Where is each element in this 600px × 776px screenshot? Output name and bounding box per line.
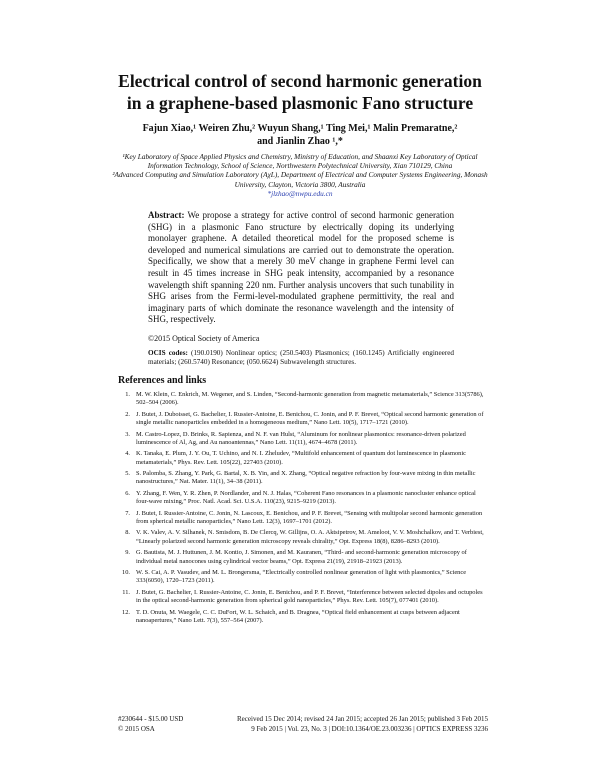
reference-item [118, 411, 488, 428]
reference-number: 5. [125, 470, 130, 478]
title-line-1: Electrical control of second harmonic generation [118, 71, 482, 91]
footer-price: #230644 - $15.00 USD [118, 715, 184, 723]
reference-item [118, 490, 488, 507]
reference-text: M. W. Klein, C. Enkrich, M. Wegener, and S. Linden, “Second-harmonic generation from magnetic metamaterials,” Science 313(5786), 502–504 (2006). [136, 391, 484, 407]
reference-item [118, 549, 488, 566]
affiliation-2: ²Advanced Computing and Simulation Laboratory (AχL), Department of Electrical and Computer Systems Engineering, Monash University, Clayton, Victoria 3800, Australia [112, 170, 488, 189]
reference-number: 1. [125, 391, 130, 398]
footer-left [118, 714, 183, 734]
affiliations [110, 152, 490, 198]
footer-right [200, 714, 488, 734]
authors-line-2: and Jianlin Zhao ¹,* [257, 136, 343, 147]
reference-number: 11. [122, 588, 130, 596]
reference-number: 2. [125, 410, 130, 418]
author-list [90, 122, 510, 148]
reference-text: M. Castro-Lopez, D. Brinks, R. Sapienza, and N. F. van Hulst, “Aluminum for nonlinear plasmonics: resonance-driven polarized luminescence of Al, Ag, and Au nanoantennas,” Nano Lett. 11(11), 4674–4678 (2011). [136, 430, 466, 446]
title-line-2: in a graphene-based plasmonic Fano structure [126, 93, 474, 113]
affiliation-1: ¹Key Laboratory of Space Applied Physics and Chemistry, Ministry of Education, and Shaanxi Key Laboratory of Optical Information Technology, School of Science, Northwestern Polytechnical University, Xian 710129, China [122, 152, 478, 171]
reference-number: 6. [125, 489, 130, 497]
reference-item [118, 510, 488, 527]
authors-line-1: Fajun Xiao,¹ Weiren Zhu,² Wuyun Shang,¹ Ting Mei,¹ Malin Premaratne,² [142, 123, 458, 134]
abstract-text: We propose a strategy for active control of second harmonic generation (SHG) in a plasmonic Fano structure by electrically doping its underlying monolayer graphene. A detailed theoretical model for the proposed scheme is developed and numerical simulations are carried out to demonstrate the operation. Specifically, we show that a merely 30 meV change in graphene Fermi level can result in 45 times increase in SHG peak intensity, accompanied by a resonance wavelength shift spanning 220 nm. Further analysis uncovers that such tunability in SHG arises from the Fermi-level-modulated graphene permittivity, the real and imaginary parts of which dominate the resonance wavelength and the intensity of SHG, respectively. [148, 210, 454, 325]
reference-item [118, 391, 488, 408]
reference-number: 9. [125, 549, 130, 557]
paper-title [60, 70, 540, 114]
footer-journal-info: 9 Feb 2015 | Vol. 23, No. 3 | DOI:10.1364/OE.23.003236 | OPTICS EXPRESS 3236 [251, 725, 488, 733]
footer-dates: Received 15 Dec 2014; revised 24 Jan 2015; accepted 26 Jan 2015; published 3 Feb 2015 [237, 715, 488, 723]
ocis-codes [148, 349, 454, 368]
reference-text: G. Bautista, M. J. Huttunen, J. M. Kontio, J. Simonen, and M. Kauranen, “Third- and second-harmonic generation microscopy of individual metal nanocones using cylindrical vector beams,” Opt. Express 21(19), 21918–21923 (2013). [136, 549, 467, 565]
reference-text: J. Butet, J. Duboisset, G. Bachelier, I. Russier-Antoine, E. Benichou, C. Jonin, and P. F. Brevet, “Optical second harmonic generation of single metallic nanoparticles embedded in a homogeneous medium,” Nano Lett. 10(5), 1717–1721 (2010). [136, 410, 484, 427]
reference-text: V. K. Valev, A. V. Silhanek, N. Smisdom, B. De Clercq, W. Gillijns, O. A. Aktsipetrov, M. Ameloot, V. V. Moshchalkov, and T. Verbiest, “Linearly polarized second harmonic generation microscopy reveals chirality,” Opt. Express 18(8), 8286–8293 (2010). [136, 529, 484, 545]
reference-text: W. S. Cai, A. P. Vasudev, and M. L. Brongersma, “Electrically controlled nonlinear generation of light with plasmonics,” Science 333(6050), 1720–1723 (2011). [136, 569, 467, 585]
reference-text: S. Palomba, S. Zhang, Y. Park, G. Bartal, X. B. Yin, and X. Zhang, “Optical negative refraction by four-wave mixing in thin metallic nanostructures,” Nat. Mater. 11(1), 34–38 (2011). [136, 470, 476, 486]
copyright-notice: ©2015 Optical Society of America [148, 334, 260, 343]
reference-text: J. Butet, I. Russier-Antoine, C. Jonin, N. Lascoux, E. Benichou, and P. F. Brevet, “Sensing with multipolar second harmonic generation from spherical metallic nanoparticles,” Nano Lett. 12(3), 1697–1701 (2012). [136, 509, 483, 525]
ocis-label: OCIS codes: [148, 349, 188, 357]
reference-item [118, 609, 488, 626]
reference-text: T. D. Onuta, M. Waegele, C. C. DuFort, W. L. Schaich, and B. Dragnea, “Optical field enhancement at cusps between adjacent nanoapertures,” Nano Lett. 7(3), 557–564 (2007). [136, 608, 460, 624]
reference-number: 3. [125, 430, 130, 438]
reference-number: 12. [122, 608, 130, 616]
reference-number: 4. [125, 450, 130, 458]
reference-list [118, 391, 488, 628]
reference-text: Y. Zhang, F. Wen, Y. R. Zhen, P. Nordlander, and N. J. Halas, “Coherent Fano resonances in a plasmonic nanocluster enhance optical four-wave mixing,” Proc. Natl. Acad. Sci. U.S.A. 110(23), 9215–9219 (2013). [136, 489, 476, 506]
footer-copyright: © 2015 OSA [118, 725, 155, 733]
abstract [148, 210, 454, 326]
reference-item [118, 529, 488, 546]
reference-text: J. Butet, G. Bachelier, I. Russier-Antoine, C. Jonin, E. Benichou, and P. F. Brevet, “Interference between selected dipoles and octupoles in the optical second-harmonic generation from spherical gold nanoparticles,” Phys. Rev. Lett. 105(7), 077401 (2010). [136, 588, 483, 605]
reference-number: 7. [125, 509, 130, 517]
reference-number: 10. [122, 569, 130, 577]
ocis-text: (190.0190) Nonlinear optics; (250.5403) Plasmonics; (160.1245) Artificially engineered materials; (260.5740) Resonance; (050.6624) Subwavelength structures. [148, 349, 454, 367]
reference-item [118, 431, 488, 448]
abstract-label: Abstract: [148, 210, 185, 220]
author-email[interactable]: *jlzhao@nwpu.edu.cn [267, 188, 333, 198]
reference-item [118, 470, 488, 487]
reference-item [118, 589, 488, 606]
reference-number: 8. [125, 529, 130, 537]
references-heading: References and links [118, 375, 207, 386]
reference-item [118, 569, 488, 586]
reference-text: K. Tanaka, E. Plum, J. Y. Ou, T. Uchino, and N. I. Zheludev, “Multifold enhancement of quantum dot luminescence in plasmonic metamaterials,” Phys. Rev. Lett. 105(22), 227403 (2010). [136, 450, 466, 466]
reference-item [118, 450, 488, 467]
